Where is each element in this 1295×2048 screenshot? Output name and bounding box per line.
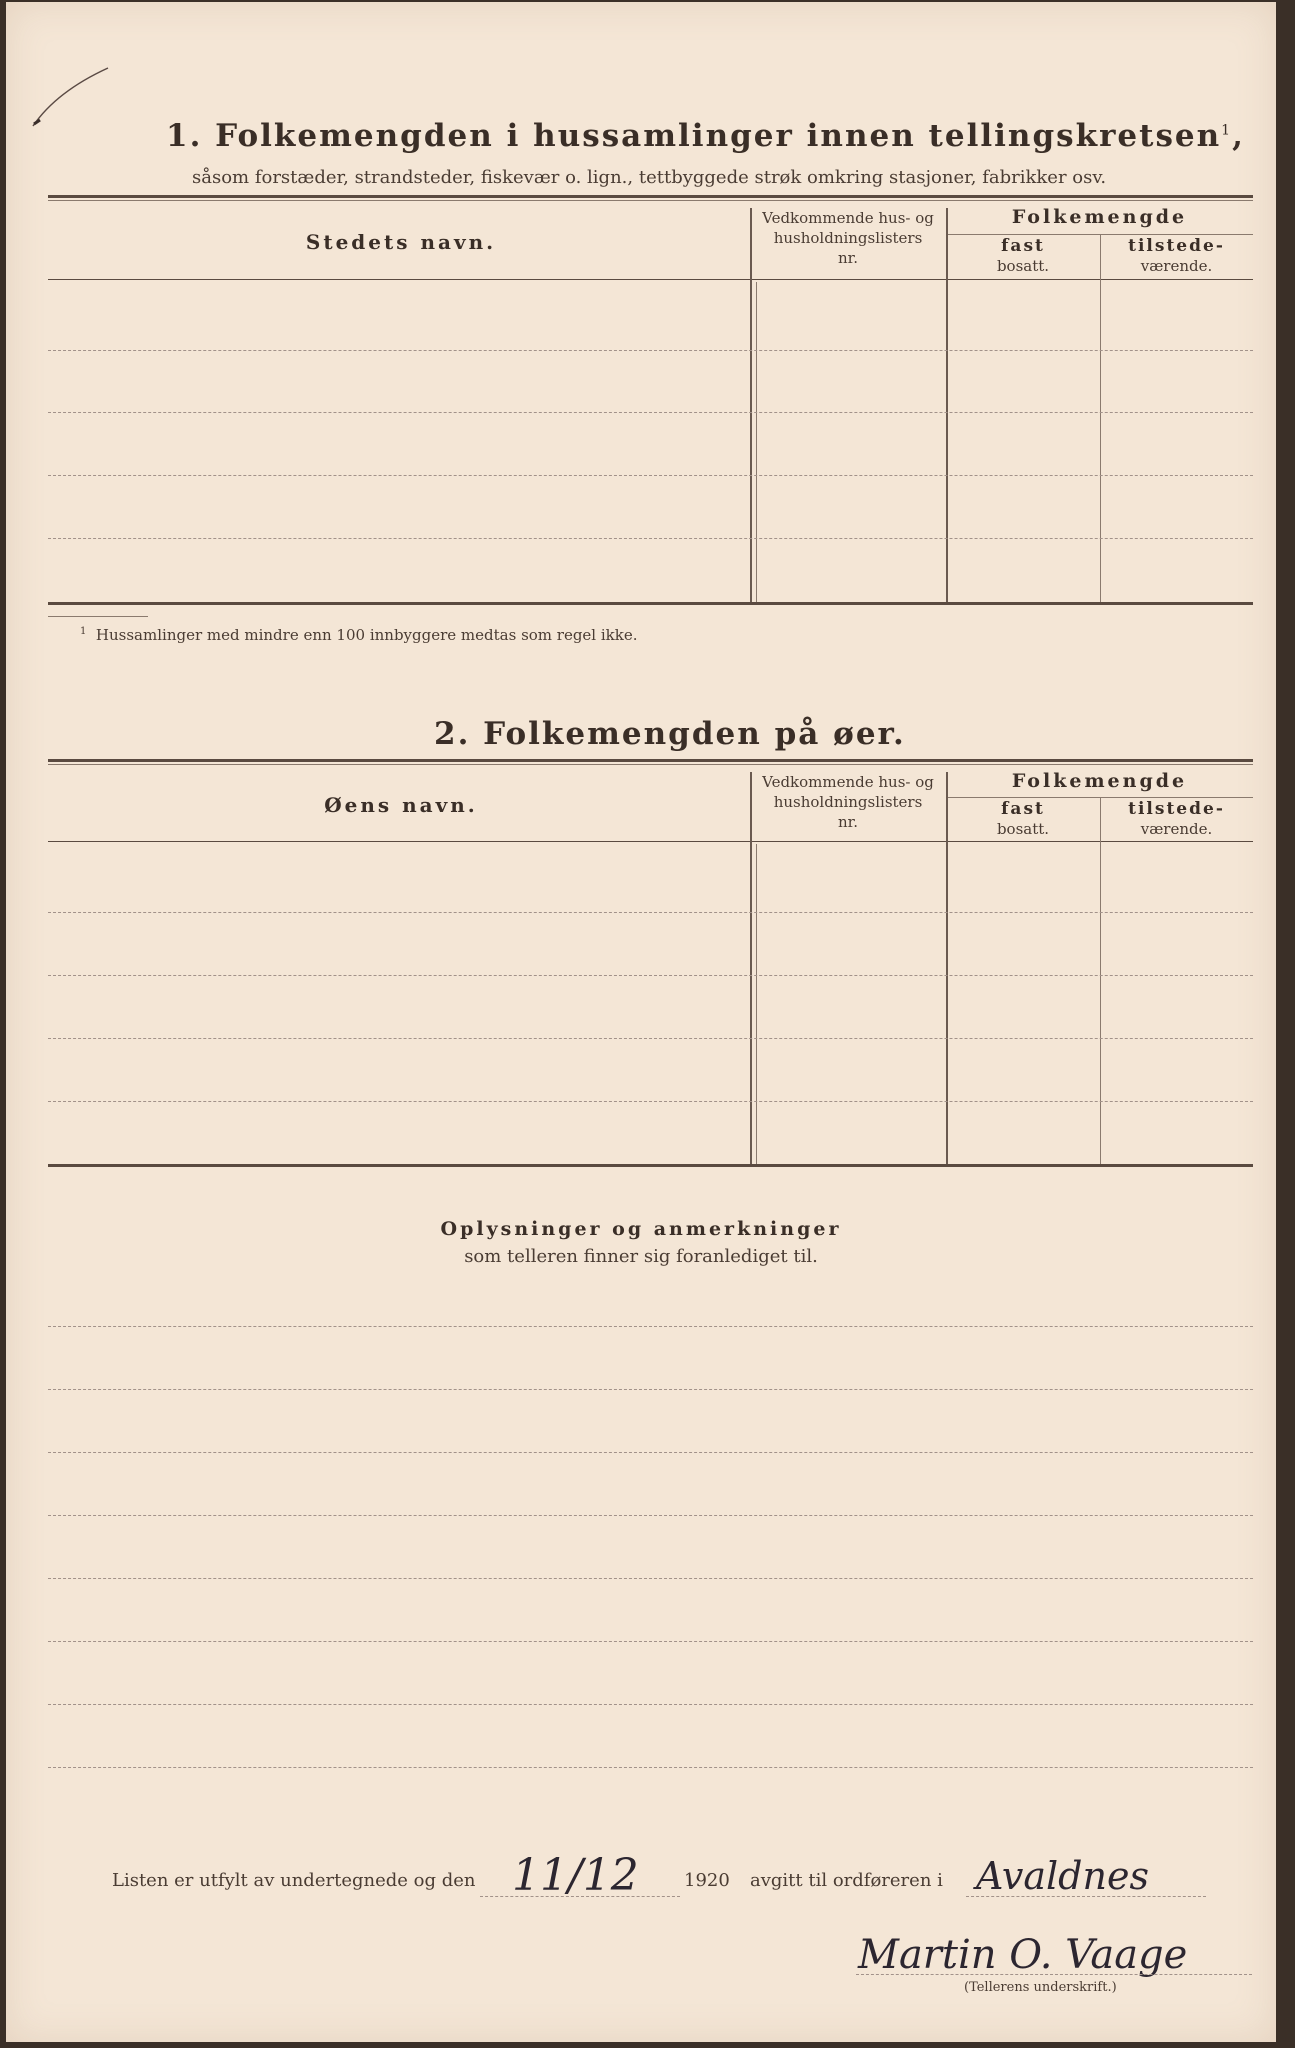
section1-col-group: Folkemengde <box>1011 206 1188 228</box>
section2-vline-1b <box>756 844 757 1166</box>
remarks-line <box>48 1389 1253 1390</box>
section2-top-rule-2 <box>48 764 1253 765</box>
section2-bottom-rule <box>48 1164 1253 1167</box>
section2-row-rule <box>48 975 1253 976</box>
signature-middle: avgitt til ordføreren i <box>750 1870 943 1891</box>
footnote-rule <box>48 616 148 617</box>
section1-col-fast: fast bosatt. <box>996 236 1050 275</box>
section1-row-rule <box>48 538 1253 539</box>
section2-row-rule <box>48 1101 1253 1102</box>
section2-col-fast: fast bosatt. <box>996 799 1050 838</box>
section1-title: 1. Folkemengden i hussamlinger innen tellingskretsen$^1$, <box>166 118 1245 154</box>
remarks-line <box>48 1704 1253 1705</box>
handwritten-place: Avaldnes <box>976 1854 1149 1898</box>
section1-bottom-rule <box>48 602 1253 605</box>
remarks-line <box>48 1326 1253 1327</box>
section1-footnote: $^1$ Hussamlinger med mindre enn 100 innbyggere medtas som regel ikke. <box>80 626 638 644</box>
section1-top-rule <box>48 195 1253 198</box>
section1-subtitle: såsom forstæder, strandsteder, fiskevær o. lign., tettbyggede strøk omkring stasjoner, fabrikker osv. <box>192 167 1107 188</box>
section2-vline-3 <box>1100 797 1101 1166</box>
signature-prefix: Listen er utfylt av undertegnede og den <box>112 1870 476 1891</box>
signature-caption: (Tellerens underskrift.) <box>964 1980 1117 1995</box>
remarks-line <box>48 1767 1253 1768</box>
section2-header-rule <box>48 841 1253 842</box>
signature-fill-line <box>856 1974 1252 1975</box>
remarks-line <box>48 1578 1253 1579</box>
signature-year: 1920 <box>684 1870 730 1891</box>
section1-vline-1b <box>756 282 757 604</box>
section1-row-rule <box>48 412 1253 413</box>
section2-row-rule <box>48 1038 1253 1039</box>
section2-top-rule <box>48 759 1253 762</box>
section1-title-comma: , <box>1232 118 1245 154</box>
remarks-line <box>48 1641 1253 1642</box>
section1-title-mark: 1 <box>1221 122 1233 139</box>
section2-col-name: Øens navn. <box>324 793 478 817</box>
remarks-line <box>48 1452 1253 1453</box>
remarks-line <box>48 1515 1253 1516</box>
section2-vline-1 <box>750 772 752 1166</box>
section1-col-name: Stedets navn. <box>305 230 497 254</box>
handwritten-signature: Martin O. Vaage <box>858 1932 1188 1978</box>
remarks-heading: Oplysninger og anmerkninger <box>440 1218 842 1240</box>
section2-col-tilstede: tilstede- værende. <box>1128 799 1225 838</box>
section2-col-group: Folkemengde <box>1011 770 1188 792</box>
pencil-mark-icon <box>28 64 118 134</box>
section2-row-rule <box>48 912 1253 913</box>
section1-col-tilstede: tilstede- værende. <box>1128 236 1225 275</box>
section2-vline-2 <box>946 772 948 1166</box>
section1-header-rule <box>48 279 1253 280</box>
section1-row-rule <box>48 475 1253 476</box>
footnote-mark: 1 <box>80 626 87 637</box>
remarks-subheading: som telleren finner sig foranlediget til. <box>464 1246 818 1267</box>
section2-col-list: Vedkommende hus- og husholdningslisters nr. <box>762 773 934 831</box>
section1-row-rule <box>48 350 1253 351</box>
handwritten-date: 11/12 <box>512 1850 639 1901</box>
census-form-page <box>6 2 1276 2042</box>
section1-vline-3 <box>1100 234 1101 604</box>
section1-vline-1 <box>750 208 752 604</box>
section1-col-list: Vedkommende hus- og husholdningslisters nr. <box>762 209 934 267</box>
section2-title: 2. Folkemengden på øer. <box>434 716 906 752</box>
section1-vline-2 <box>946 208 948 604</box>
section1-top-rule-2 <box>48 200 1253 201</box>
